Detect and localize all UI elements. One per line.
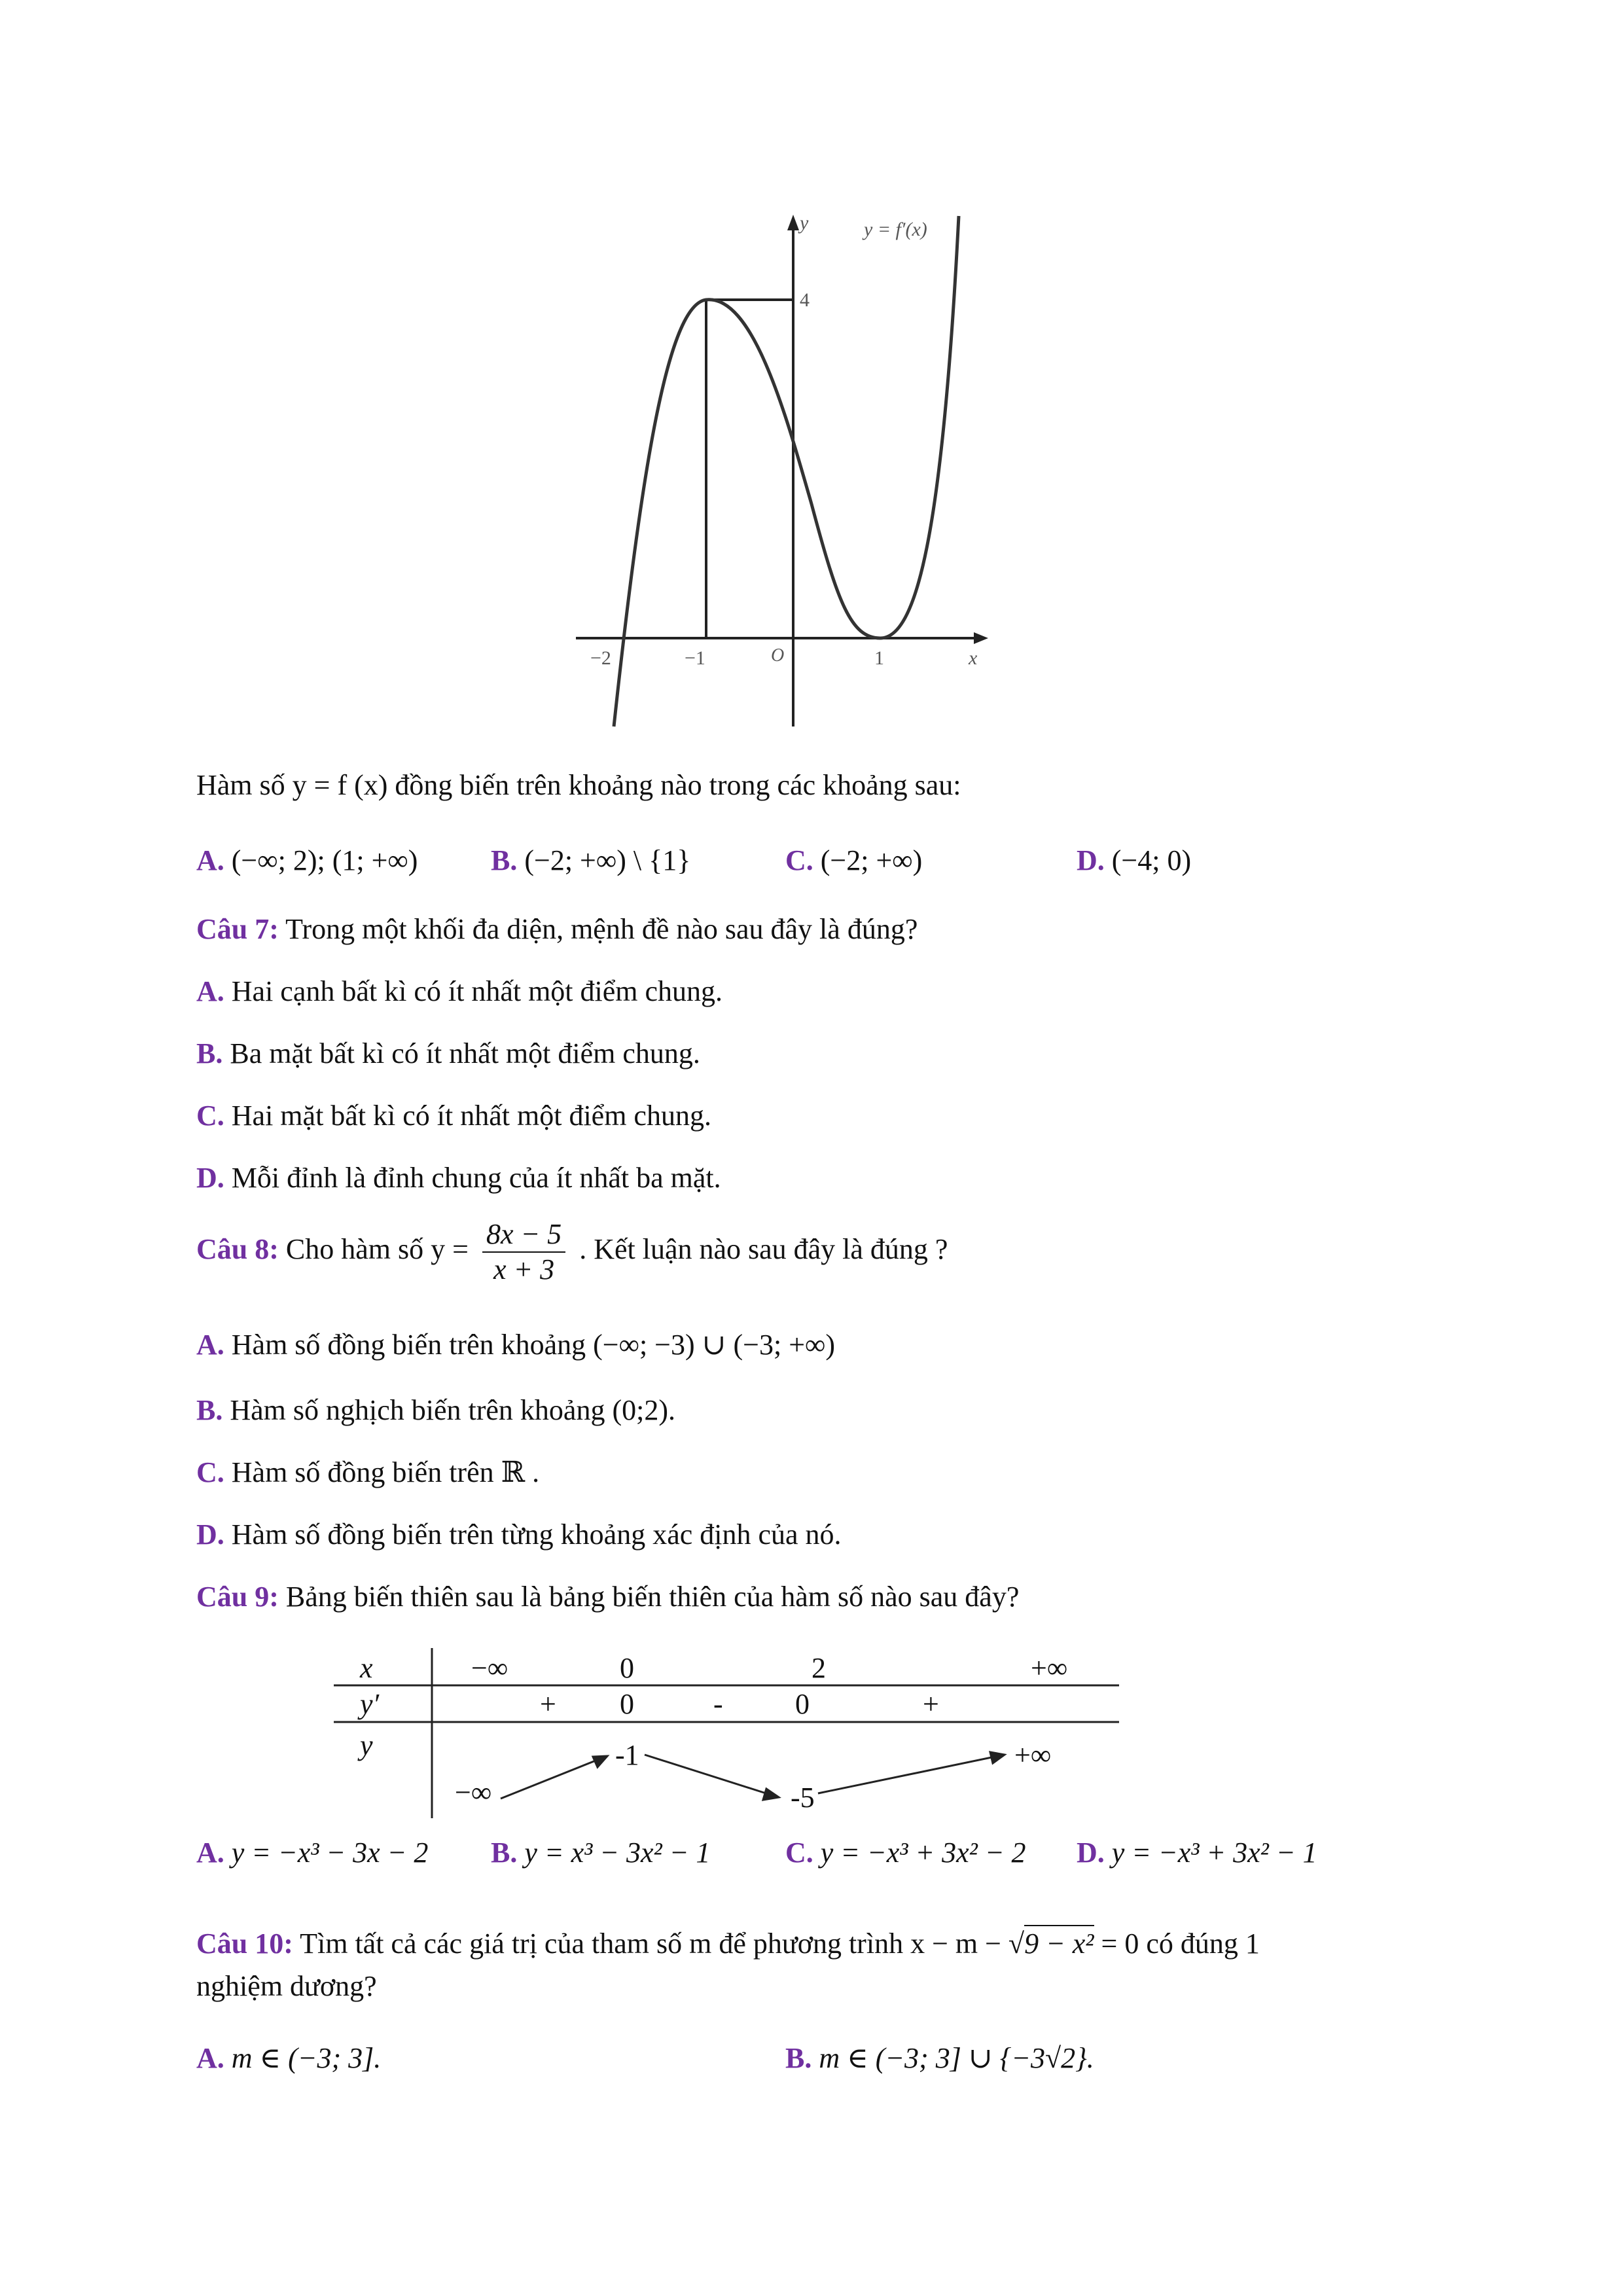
q9-option-b[interactable]: [491, 1835, 710, 1871]
fraction-denominator: x + 3: [493, 1253, 555, 1285]
x-value-2: 2: [812, 1652, 826, 1684]
option-label: D.: [1077, 844, 1105, 876]
q8-option-a[interactable]: [196, 1327, 835, 1363]
q8-option-d[interactable]: [196, 1516, 842, 1553]
q7-option-a[interactable]: [196, 973, 722, 1010]
question-text-post: . Kết luận nào sau đây là đúng ?: [579, 1233, 948, 1266]
arrow-decrease: [645, 1755, 772, 1795]
q9-option-a[interactable]: [196, 1835, 428, 1871]
option-label: A.: [196, 844, 224, 876]
option-label: D.: [196, 1162, 224, 1194]
y-value-neg-inf: −∞: [455, 1776, 492, 1808]
variation-table: [334, 1648, 1119, 1818]
x-value-neg-inf: −∞: [471, 1652, 508, 1684]
row-label-y: y: [360, 1729, 373, 1761]
q10-stem-line2: nghiệm dương?: [196, 1970, 377, 2002]
question-label: Câu 9:: [196, 1581, 279, 1613]
option-text: Hai mặt bất kì có ít nhất một điểm chung.: [231, 1100, 711, 1132]
option-label: B.: [196, 1394, 223, 1426]
q6-option-d[interactable]: [1077, 842, 1191, 879]
option-text: y = −x³ + 3x² − 2: [820, 1837, 1026, 1869]
option-label: D.: [196, 1518, 224, 1551]
sqrt-body: 9 − x²: [1024, 1925, 1094, 1960]
option-label: B.: [491, 844, 518, 876]
option-text: m ∈ (−3; 3].: [231, 2042, 382, 2074]
q10-option-a[interactable]: [196, 2040, 381, 2077]
x-axis-label: x: [969, 647, 978, 669]
option-text: Hàm số đồng biến trên khoảng (−∞; −3) ∪ (−3; +∞): [231, 1329, 836, 1361]
y-prime-zero-2: 0: [795, 1688, 810, 1720]
x-value-0: 0: [620, 1652, 634, 1684]
option-label: A.: [196, 2042, 224, 2074]
y-prime-sign-3: +: [923, 1688, 939, 1720]
q7-stem: [196, 911, 918, 948]
fraction-numerator: 8x − 5: [482, 1217, 565, 1253]
question-label: Câu 8:: [196, 1233, 279, 1266]
question-text-post: = 0 có đúng 1: [1094, 1928, 1260, 1960]
q8-option-c[interactable]: [196, 1454, 539, 1491]
x-value-pos-inf: +∞: [1031, 1652, 1068, 1684]
question-label: Câu 7:: [196, 913, 279, 945]
option-text: (−2; +∞): [820, 844, 923, 876]
q8-stem: [196, 1217, 948, 1287]
option-text: m ∈ (−3; 3] ∪ {−3√2}.: [819, 2042, 1094, 2074]
q10-option-b[interactable]: [785, 2040, 1094, 2077]
q6-stem: Hàm số y = f (x) đồng biến trên khoảng nào trong các khoảng sau:: [196, 769, 961, 801]
y-prime-sign-2: -: [713, 1688, 723, 1720]
x-tick-minus-2: −2: [590, 647, 611, 669]
y-prime-zero-1: 0: [620, 1688, 634, 1720]
q7-option-b[interactable]: [196, 1035, 700, 1072]
fraction: [482, 1217, 565, 1287]
option-label: B.: [491, 1837, 518, 1869]
x-tick-minus-1: −1: [685, 647, 705, 669]
y-tick-4: 4: [800, 289, 810, 311]
question-label: Câu 10:: [196, 1928, 293, 1960]
option-text: Ba mặt bất kì có ít nhất một điểm chung.: [230, 1037, 700, 1069]
q6-option-a[interactable]: [196, 842, 418, 879]
question-text: Bảng biến thiên sau là bảng biến thiên của hàm số nào sau đây?: [285, 1581, 1020, 1613]
q6-option-b[interactable]: [491, 842, 690, 879]
arrow-increase-1: [501, 1758, 602, 1799]
option-label: C.: [196, 1456, 224, 1488]
option-text: Hàm số đồng biến trên từng khoảng xác định của nó.: [231, 1518, 842, 1551]
q7-option-c[interactable]: [196, 1098, 711, 1134]
graph-title: y = f′(x): [864, 219, 927, 240]
row-label-y-prime: y′: [360, 1688, 380, 1720]
question-text-pre: Tìm tất cả các giá trị của tham số m để phương trình x − m −: [300, 1928, 1008, 1960]
row-label-x: x: [360, 1652, 373, 1684]
option-text: Hàm số đồng biến trên ℝ .: [231, 1456, 540, 1488]
option-text: Mỗi đỉnh là đỉnh chung của ít nhất ba mặt.: [231, 1162, 721, 1194]
option-text: y = −x³ − 3x − 2: [231, 1837, 429, 1869]
q9-option-d[interactable]: [1077, 1835, 1317, 1871]
option-text: y = x³ − 3x² − 1: [524, 1837, 711, 1869]
q9-option-c[interactable]: [785, 1835, 1026, 1871]
option-text: (−4; 0): [1111, 844, 1192, 876]
option-text: Hai cạnh bất kì có ít nhất một điểm chung.: [231, 975, 723, 1007]
sqrt-symbol: √: [1008, 1928, 1025, 1960]
option-label: C.: [196, 1100, 224, 1132]
option-label: B.: [785, 2042, 812, 2074]
y-value-pos-inf: +∞: [1014, 1739, 1052, 1771]
question-text: Trong một khối đa diện, mệnh đề nào sau đây là đúng?: [285, 913, 918, 945]
option-text: (−2; +∞) \ {1}: [524, 844, 691, 876]
derivative-curve: [614, 216, 959, 726]
x-tick-1: 1: [874, 647, 884, 669]
option-text: y = −x³ + 3x² − 1: [1111, 1837, 1317, 1869]
q10-stem: [196, 1926, 1260, 1962]
y-value-min: -5: [791, 1782, 815, 1814]
option-label: C.: [785, 1837, 813, 1869]
option-text: (−∞; 2); (1; +∞): [231, 844, 418, 876]
q7-option-d[interactable]: [196, 1160, 721, 1196]
q6-option-c[interactable]: [785, 842, 922, 879]
y-axis-label: y: [800, 212, 809, 234]
option-label: A.: [196, 1329, 224, 1361]
option-label: C.: [785, 844, 813, 876]
y-value-max: -1: [615, 1739, 639, 1771]
y-prime-sign-1: +: [540, 1688, 556, 1720]
question-text-pre: Cho hàm số y =: [285, 1233, 469, 1266]
option-label: A.: [196, 1837, 224, 1869]
option-label: A.: [196, 975, 224, 1007]
option-text: Hàm số nghịch biến trên khoảng (0;2).: [230, 1394, 675, 1426]
arrow-increase-2: [818, 1756, 998, 1793]
q8-option-b[interactable]: [196, 1392, 675, 1429]
y-axis-arrow: [787, 215, 799, 230]
origin-label: O: [771, 645, 785, 666]
x-axis-arrow: [974, 632, 988, 644]
option-label: B.: [196, 1037, 223, 1069]
q9-stem: [196, 1579, 1019, 1615]
option-label: D.: [1077, 1837, 1105, 1869]
derivative-graph: [563, 196, 1021, 733]
